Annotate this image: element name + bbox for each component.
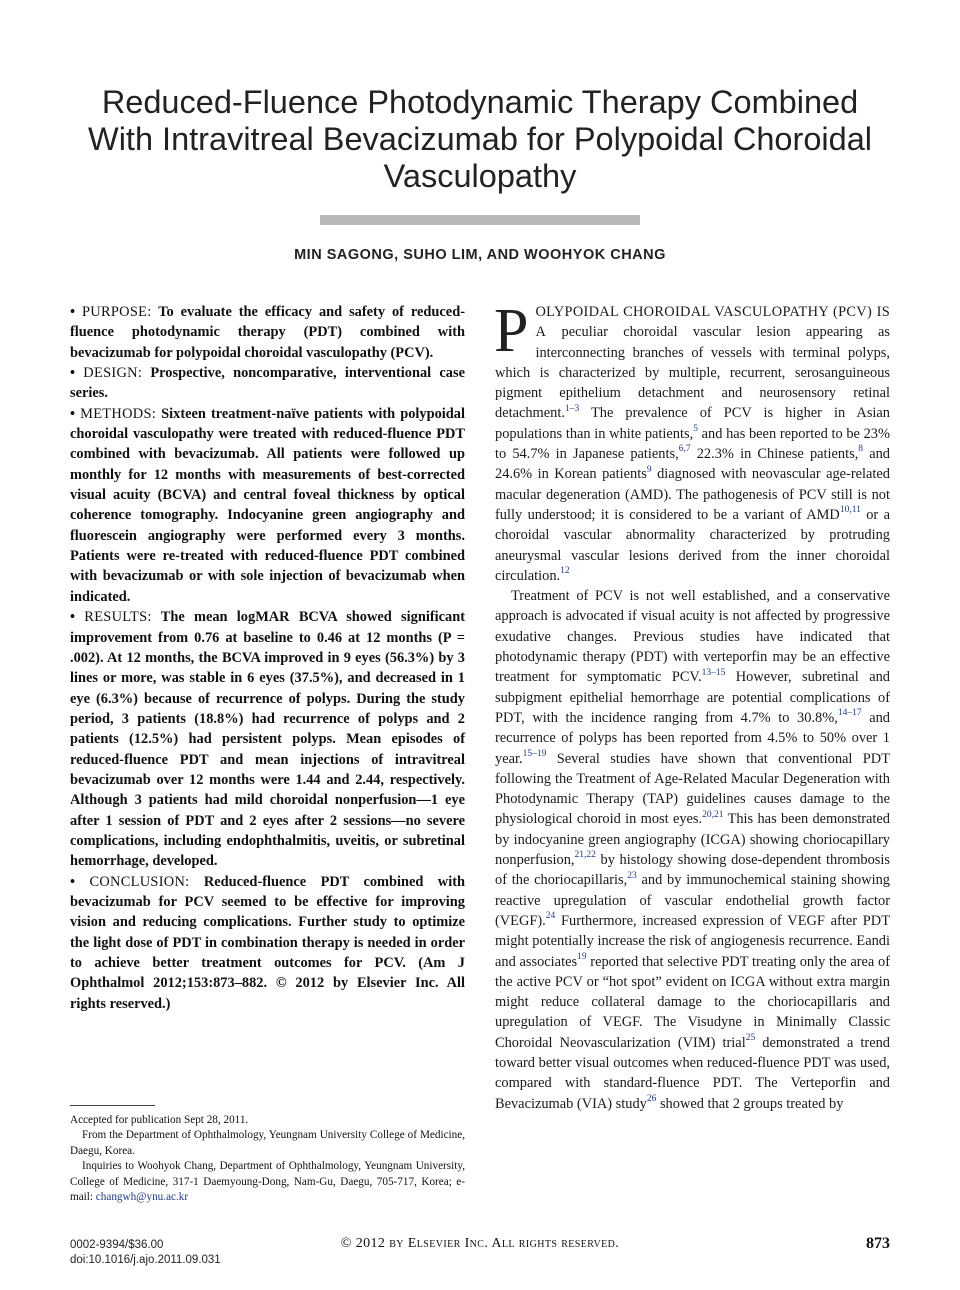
results-label: RESULTS: — [84, 609, 152, 626]
citation[interactable]: 23 — [627, 870, 637, 881]
citation[interactable]: 25 — [745, 1032, 756, 1043]
conclusion-text: Reduced-fluence PDT combined with bevacizumab for PCV seemed to be effective for improving vision and reducing complications. Further study to optimize the light dose of PDT in combination therapy is needed in order to achieve better treatment outcomes for PCV. (Am J Ophthalmol 2012;153:873–882. © 2012 by Elsevier Inc. All rights reserved.) — [70, 873, 465, 1012]
design-label: DESIGN: — [83, 365, 143, 382]
abstract-results — [70, 607, 465, 871]
title-divider — [320, 215, 640, 225]
citation[interactable]: 26 — [646, 1093, 657, 1104]
design-text: Prospective, noncomparative, interventional case series. — [70, 365, 465, 402]
footnotes — [70, 1113, 465, 1205]
citation[interactable]: 20,21 — [702, 809, 724, 820]
p1-text: diagnosed with neovascular age-related macular degeneration (AMD). The pathogenesis of PCV still is not fully understood; it is considered to be a variant of AMD — [495, 466, 890, 523]
conclusion-label: CONCLUSION: — [89, 873, 190, 890]
results-text: The mean logMAR BCVA showed significant improvement from 0.76 at baseline to 0.46 at 12 months (P = .002). At 12 months, the BCVA improved in 9 eyes (56.3%) by 3 lines or more, was stable in 6 eyes (37.5%), and decreased in 1 eye (6.3%) because of recurrence of polyps. During the study period, 3 patients (18.8%) had recurrence of polyps and 2 patients (12.5%) had persistent polyps. Mean episodes of reduced-fluence PDT and mean injections of intravitreal bevacizumab over 12 months were 1.44 and 2.44, respectively. Although 3 patients had mild choroidal nonperfusion—1 eye after 1 session of PDT and 2 eyes after 2 sessions—no severe complications, including endophthalmitis, uveitis, or subretinal hemorrhage, developed. — [70, 609, 465, 870]
p1-text: 22.3% in Chinese patients, — [690, 446, 859, 463]
p1-text: peculiar choroidal vascular lesion appearing as interconnecting branches of vessels with terminal polyps, which is characterized by multiple, recurrent, serosanguineous pigment epithelium detachment and neurosensory retinal detachment. — [495, 324, 890, 422]
drop-cap: P — [494, 297, 529, 365]
p2-text: Several studies have shown that conventional PDT following the Treatment of Age-Related Macular Degeneration with Photodynamic Therapy (TAP) guidelines causes damage to the physiological choroid in most eyes. — [495, 750, 890, 828]
accepted-note: Accepted for publication Sept 28, 2011. — [70, 1114, 249, 1126]
copyright-line: © 2012 by Elsevier Inc. All rights reserved. — [340, 1236, 620, 1251]
footnote-divider — [70, 1105, 155, 1106]
abstract-conclusion — [70, 872, 465, 1014]
bullet: • — [70, 365, 76, 382]
methods-label: METHODS: — [80, 405, 157, 422]
citation[interactable]: 5 — [693, 423, 698, 434]
abstract-design — [70, 363, 465, 404]
purpose-label: PURPOSE: — [81, 304, 152, 320]
p2-text: However, subretinal and subpigment epithelial hemorrhage are potential complications of PDT, with the incidence ranging from 4.7% to 30.8%, — [495, 669, 890, 726]
citation[interactable]: 15–19 — [522, 748, 547, 759]
citation[interactable]: 8 — [858, 444, 864, 455]
p2-text: Treatment of PCV is not well established, and a conservative approach is advocated if visual acuity is not affected by progressive exudative changes. Previous studies have indicated that photodynamic therapy (PDT) with verteporfin may be an effective treatment for symptomatic PCV. — [495, 588, 890, 686]
bullet: • — [70, 405, 76, 422]
article-title: Reduced-Fluence Photodynamic Therapy Combined With Intravitreal Bevacizumab for Polypoidal Choroidal Vasculopathy — [88, 84, 872, 194]
author-list: MIN SAGONG, SUHO LIM, AND WOOHYOK CHANG — [294, 247, 666, 263]
bullet: • — [70, 304, 76, 320]
p2-text: by histology showing dose-dependent thrombosis of the choriocapillaris, — [495, 852, 890, 889]
inquiries-text: Inquiries to Woohyok Chang, Department of Ophthalmology, Yeungnam University, College of Medicine, 317-1 Daemyoung-Dong, Nam-Gu, Daegu, 705-717, Korea; e-mail: — [70, 1160, 465, 1204]
body-paragraph-2 — [495, 586, 890, 1114]
citation[interactable]: 21,22 — [574, 850, 596, 861]
abstract — [70, 302, 465, 1014]
doi: doi:10.1016/j.ajo.2011.09.031 — [70, 1254, 221, 1266]
p2-text: showed that 2 groups treated by — [656, 1095, 844, 1112]
citation[interactable]: 13–15 — [701, 667, 726, 678]
purpose-text: To evaluate the efficacy and safety of reduced-fluence photodynamic therapy (PDT) combined with bevacizumab for polypoidal choroidal vasculopathy (PCV). — [70, 304, 465, 361]
p2-text: reported that selective PDT treating only the area of the active PCV or “hot spot” evident on ICGA without extra margin might reduce collateral damage to the choriocapillaris and upregulation of VEGF. The Visudyne in Minimally Classic Choroidal Neovascularization (VIM) trial — [495, 953, 890, 1051]
p1-text: The prevalence of PCV is higher in Asian populations than in white patients, — [495, 405, 890, 442]
citation[interactable]: 9 — [646, 464, 652, 475]
p1-text: and has been reported to be 23% to 54.7% in Japanese patients, — [495, 425, 890, 463]
bullet: • — [70, 873, 76, 890]
body-text — [494, 297, 891, 1114]
page-number: 873 — [866, 1235, 890, 1252]
p1-text: and 24.6% in Korean patients — [495, 446, 890, 483]
citation[interactable]: 24 — [545, 911, 556, 922]
p1-text: or a choroidal vascular abnormality characterized by protruding aneurysmal vascular lesions derived from the inner choroidal circulation. — [495, 506, 890, 584]
p2-text: demonstrated a trend toward better visual outcomes when reduced-fluence PDT was used, compared with standard-fluence PDT. The Verteporfin and Bevacizumab (VIA) study — [495, 1034, 891, 1112]
p2-text: and by immunochemical staining showing reactive upregulation of vascular endothelial growth factor (VEGF). — [495, 872, 890, 929]
body-paragraph-1 — [494, 297, 890, 586]
issn: 0002-9394/$36.00 — [70, 1239, 164, 1251]
citation[interactable]: 6,7 — [678, 444, 691, 455]
citation[interactable]: 1–3 — [564, 403, 580, 414]
methods-text: Sixteen treatment-naïve patients with polypoidal choroidal vasculopathy were treated with reduced-fluence PDT combined with bevacizumab. All patients were followed up monthly for 12 months with measurements of best-corrected visual acuity (BCVA) and central foveal thickness by optical coherence tomography. Indocyanine green angiography and fluorescein angiography were performed every 3 months. Patients were re-treated with reduced-fluence PDT combined with bevacizumab or with sole injection of bevacizumab when indicated. — [70, 405, 465, 605]
citation[interactable]: 19 — [577, 951, 587, 962]
email-link[interactable]: changwh@ynu.ac.kr — [95, 1191, 189, 1204]
abstract-purpose — [70, 302, 465, 363]
citation[interactable]: 14–17 — [837, 708, 862, 719]
lead-in: OLYPOIDAL CHOROIDAL VASCULOPATHY (PCV) IS A — [535, 304, 890, 341]
inquiries-note — [70, 1159, 465, 1205]
abstract-methods — [70, 404, 465, 607]
citation[interactable]: 12 — [560, 566, 570, 577]
citation[interactable]: 10,11 — [839, 505, 861, 516]
p2-text: This has been demonstrated by indocyanine green angiography (ICGA) showing choriocapillary nonperfusion, — [495, 811, 890, 869]
affiliation-note: From the Department of Ophthalmology, Yeungnam University College of Medicine, Daegu, Korea. — [70, 1129, 465, 1157]
p2-text: Furthermore, increased expression of VEGF after PDT might potentially increase the risk of angiogenesis recurrence. Eandi and associates — [495, 912, 890, 970]
bullet: • — [70, 609, 76, 626]
p2-text: and recurrence of polyps has been reported from 4.5% to 50% over 1 year. — [495, 709, 890, 767]
